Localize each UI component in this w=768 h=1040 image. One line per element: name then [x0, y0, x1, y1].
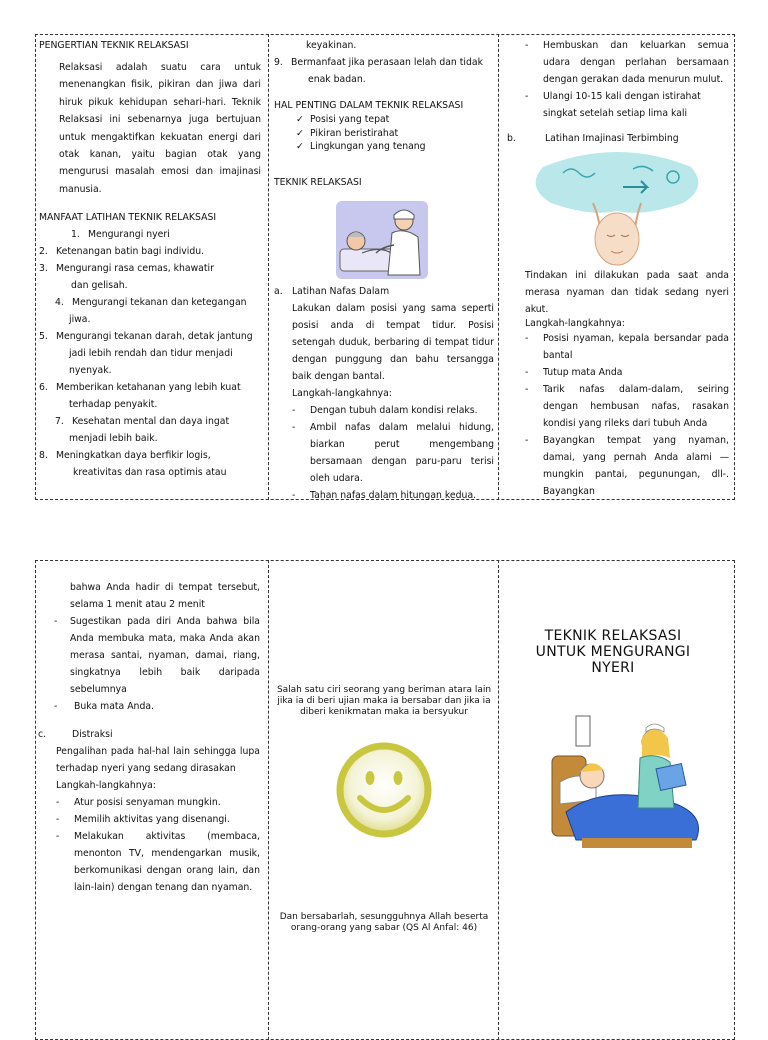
step-item: - Ambil nafas dalam melalui hidung, biarkan perut mengembang bersamaan dengan paru-paru terisi oleh udara.	[292, 421, 494, 484]
definition-text: Relaksasi adalah suatu cara untuk menenangkan fisik, pikiran dan jiwa dari hiruk pikuk kehidupan sehari-hari. Teknik Relaksasi ini sebenarnya juga bertujuan untuk mengaktifkan kekuatan energi dari otak kanan, yaitu bagian otak yang mengurusi masalah emosi dan imajinasi manusia.	[59, 62, 261, 195]
panel-5	[274, 685, 494, 934]
step-item: - Sugestikan pada diri Anda bahwa bila Anda membuka mata, maka Anda akan merasa santai, nyaman, damai, riang, singkatnya lebih baik daripada sebelumnya	[54, 616, 260, 695]
technique-a-title: a. Latihan Nafas Dalam	[274, 285, 390, 297]
bottom-fold-line-2	[498, 560, 499, 1040]
check-icon: ✓	[296, 127, 304, 139]
benefit-item: 4. Mengurangi tekanan dan ketegangan jiwa.	[55, 297, 247, 326]
benefit-item: 1. Mengurangi nyeri	[71, 229, 170, 241]
step-item: - Memilih aktivitas yang disenangi.	[56, 814, 230, 825]
step-item: - Melakukan aktivitas (membaca, menonton TV, mendengarkan musik, berkomunikasi dengan orang lain, dan lain-lain) dengan tenang dan nyaman.	[56, 831, 260, 893]
check-icon: ✓	[296, 141, 304, 152]
technique-c-title: c. Distraksi	[38, 729, 113, 740]
step-item: - Dengan tubuh dalam kondisi relaks.	[292, 404, 478, 416]
step-item: - Tahan nafas dalam hitungan kedua.	[292, 489, 477, 501]
step-item: - Posisi nyaman, kepala bersandar pada bantal	[525, 333, 729, 361]
panel-4	[38, 579, 260, 896]
mother-child-bed-illustration	[546, 712, 706, 862]
technique-a-description: Lakukan dalam posisi yang sama seperti posisi anda di tempat tidur. Posisi setengah duduk, berbaring di tempat tidur dengan punggung dan bahu tersangga baik dengan bantal.	[292, 302, 494, 382]
manfaat-heading: MANFAAT LATIHAN TEKNIK RELAKSASI	[39, 212, 217, 224]
benefit-item: 2. Ketenangan batin bagi individu.	[39, 246, 205, 258]
benefit-item: 8. Meningkatkan daya berfikir logis, kreativitas dan rasa optimis atau	[39, 450, 227, 479]
hal-penting-heading: HAL PENTING DALAM TEKNIK RELAKSASI	[274, 100, 464, 111]
technique-b-steps	[503, 330, 729, 500]
panel-3	[503, 37, 729, 500]
keyakinan-continuation: keyakinan.	[306, 40, 357, 51]
benefit-item: 6. Memberikan ketahanan yang lebih kuat terhadap penyakit.	[39, 382, 241, 411]
pengertian-heading: PENGERTIAN TEKNIK RELAKSASI	[39, 40, 189, 51]
brochure-title: TEKNIK RELAKSASI UNTUK MENGURANGI NYERI	[535, 628, 691, 676]
quote-quran: Dan bersabarlah, sesungguhnya Allah beserta orang-orang yang sabar (QS Al Anfal: 46)	[279, 912, 489, 933]
check-icon: ✓	[296, 114, 304, 125]
technique-b-title: b. Latihan Imajinasi Terbimbing	[507, 133, 679, 144]
panel-6	[530, 628, 696, 676]
panel-1	[39, 37, 261, 481]
benefit-item: 3. Mengurangi rasa cemas, khawatir dan gelisah.	[39, 263, 214, 292]
step-item: - Atur posisi senyaman mungkin.	[56, 797, 221, 808]
check-item: ✓ Posisi yang tepat	[296, 114, 390, 125]
benefit-item: 5. Mengurangi tekanan darah, detak jantung jadi lebih rendah dan tidur menjadi nyenyak.	[39, 331, 253, 377]
panel-2	[274, 37, 494, 504]
nurse-patient-illustration	[332, 197, 432, 283]
technique-a-steps	[274, 402, 494, 504]
technique-c-description: Pengalihan pada hal-hal lain sehingga lupa terhadap nyeri yang sedang dirasakan	[56, 746, 260, 774]
technique-c-steps	[38, 794, 260, 896]
technique-c-steps-label: Langkah-langkahnya:	[56, 780, 156, 791]
smiley-icon	[334, 740, 434, 840]
step-item: - Tarik nafas dalam-dalam, seiring dengan hembusan nafas, rasakan kondisi yang rileks dari tubuh Anda	[525, 384, 729, 429]
top-fold-line-2	[498, 34, 499, 500]
check-item: ✓ Pikiran beristirahat	[296, 127, 399, 139]
bottom-fold-line-1	[268, 560, 269, 1040]
step-item: - Hembuskan dan keluarkan semua udara dengan perlahan bersamaan dengan gerakan dada menurun mulut.	[525, 40, 729, 85]
benefit-item: 7. Kesehatan mental dan daya ingat menjadi lebih baik.	[55, 416, 230, 445]
top-fold-line-1	[268, 34, 269, 500]
check-item: ✓ Lingkungan yang tenang	[296, 141, 426, 152]
technique-b-steps-label: Langkah-langkahnya:	[525, 318, 625, 329]
quote-faithful: Salah satu ciri seorang yang beriman atara lain jika ia di beri ujian maka ia bersabar dan jika ia diberi kenikmatan maka ia bersyukur	[276, 685, 492, 717]
technique-a-steps-label: Langkah-langkahnya:	[292, 387, 392, 399]
step-item: - Tutup mata Anda	[525, 367, 623, 378]
step-item: bahwa Anda hadir di tempat tersebut, selama 1 menit atau 2 menit	[70, 582, 260, 610]
technique-b-description: Tindakan ini dilakukan pada saat anda merasa nyaman dan tidak sedang nyeri akut.	[525, 270, 729, 315]
guided-imagery-illustration	[523, 147, 711, 267]
checklist	[274, 113, 494, 154]
step-item: - Bayangkan tempat yang nyaman, damai, yang pernah Anda alami —mungkin pantai, pegunungan, dll-. Bayangkan	[525, 435, 729, 497]
step-item: - Buka mata Anda.	[54, 701, 154, 712]
benefit-item-9-cont: enak badan.	[308, 74, 366, 85]
teknik-relaksasi-heading: TEKNIK RELAKSASI	[274, 176, 362, 188]
step-item: - Ulangi 10-15 kali dengan istirahat singkat setelah setiap lima kali	[525, 91, 701, 119]
benefit-item-9: 9. Bermanfaat jika perasaan lelah dan tidak	[274, 57, 483, 68]
benefits-list	[39, 226, 261, 481]
